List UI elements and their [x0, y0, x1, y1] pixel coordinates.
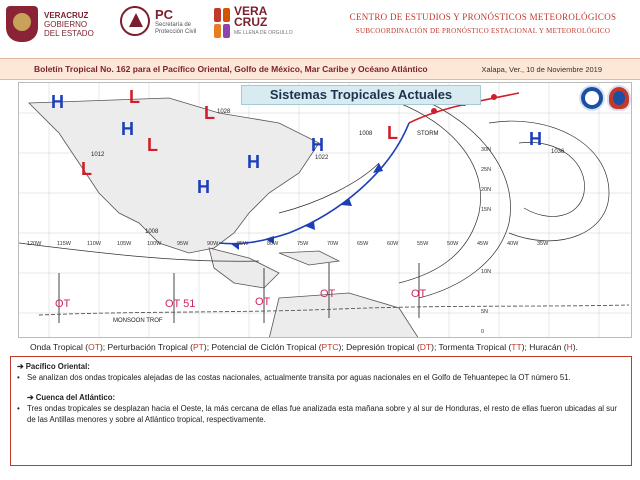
system-legend: Onda Tropical (OT); Perturbación Tropical (PT); Potencial de Ciclón Tropical (PTC); Depresión tropical (DT); Tormenta Tropical (TT); Huracán (H). — [30, 342, 578, 352]
discussion-box — [10, 356, 632, 466]
high-pressure-marker: H — [529, 129, 542, 149]
pressure-value: 1028 — [217, 109, 231, 115]
pc-line2: Protección Civil — [155, 28, 197, 35]
atlantic-heading: ➔ Cuenca del Atlántico: — [27, 393, 116, 402]
longitude-label: 75W — [297, 241, 309, 247]
legend-ot: OT — [88, 342, 100, 352]
veracruz-brand-logo — [214, 6, 293, 39]
longitude-label: 70W — [327, 241, 339, 247]
high-pressure-marker: H — [197, 177, 210, 197]
gov-line2: GOBIERNO — [44, 19, 88, 29]
longitude-label: 115W — [57, 241, 71, 247]
pc-line1: Secretaría de — [155, 21, 192, 28]
latitude-label: 25N — [481, 167, 492, 173]
longitude-label: 85W — [237, 241, 249, 247]
bullet-icon: • — [17, 373, 20, 382]
legend-ptc: PTC — [321, 342, 339, 352]
south-america-land — [269, 293, 419, 338]
longitude-label: 55W — [417, 241, 429, 247]
longitude-label: 35W — [537, 241, 549, 247]
bullet-icon: • — [17, 404, 20, 413]
map-graphic — [19, 83, 632, 338]
page-header — [0, 0, 640, 52]
longitude-label: 95W — [177, 241, 189, 247]
bulletin-bar — [0, 58, 640, 80]
low-pressure-marker: L — [129, 87, 140, 107]
atlantic-text: Tres ondas tropicales se desplazan hacia el Oeste, la más cercana de ellas fue analizada esta mañana sobre y al sur de Honduras, el resto de ellas fueron ubicadas al sur de las Antillas menores y sobre al Atlántico tropical, respectivamente. — [27, 404, 618, 424]
noaa-logo-icon — [579, 85, 605, 111]
pressure-value: 1036 — [551, 149, 565, 155]
high-pressure-marker: H — [51, 92, 64, 112]
legend-tt: TT — [511, 342, 522, 352]
longitude-label: 60W — [387, 241, 399, 247]
bulletin-title: Boletín Tropical No. 162 para el Pacífico Oriental, Golfo de México, Mar Caribe y Océano Atlántico — [34, 64, 428, 74]
tropical-wave-label: OT 51 — [165, 298, 196, 310]
high-pressure-marker: H — [247, 152, 260, 172]
brand-line2: CRUZ — [234, 15, 268, 29]
longitude-label: 50W — [447, 241, 459, 247]
longitude-label: 100W — [147, 241, 162, 247]
pacific-text: Se analizan dos ondas tropicales alejadas de las costas nacionales, actualmente transita por aguas nacionales en el Golfo de Tehuantepec la OT número 51. — [27, 373, 571, 382]
tropical-wave-label: OT — [320, 288, 336, 300]
low-pressure-marker: L — [387, 123, 398, 143]
low-pressure-marker: L — [147, 135, 158, 155]
nws-logo-icon — [607, 85, 631, 111]
longitude-label: 120W — [27, 241, 42, 247]
longitude-label: 90W — [207, 241, 219, 247]
latitude-label: 30N — [481, 147, 492, 153]
latitude-label: 5N — [481, 309, 489, 315]
bulletin-date: Xalapa, Ver., 10 de Noviembre 2019 — [481, 65, 602, 74]
gov-line1: VERACRUZ — [44, 10, 89, 20]
low-pressure-marker: L — [81, 159, 92, 179]
pressure-value: 1008 — [145, 229, 159, 235]
latitude-label: 20N — [481, 187, 492, 193]
cuba-land — [279, 251, 339, 265]
tropical-wave-label: OT — [55, 298, 71, 310]
pressure-value: 1012 — [91, 152, 105, 158]
pc-title: PC — [155, 6, 174, 22]
longitude-label: 80W — [267, 241, 279, 247]
tropical-wave-label: OT — [411, 288, 427, 300]
civil-protection-icon — [120, 6, 150, 36]
storm-label: STORM — [417, 131, 439, 137]
pressure-value: 1008 — [359, 131, 373, 137]
longitude-label: 65W — [357, 241, 369, 247]
legend-dt: DT — [419, 342, 432, 352]
monsoon-trough-label: MONSOON TROF — [113, 318, 163, 324]
latitude-label: 15N — [481, 207, 492, 213]
pacific-heading: ➔ Pacífico Oriental: — [17, 362, 90, 371]
latitude-label: 0 — [481, 329, 485, 335]
longitude-label: 105W — [117, 241, 132, 247]
north-america-land — [29, 98, 319, 253]
pacific-bullet — [17, 372, 625, 383]
high-pressure-marker: H — [121, 119, 134, 139]
brand-tagline: ME LLENA DE ORGULLO — [234, 30, 293, 36]
center-title-line1: CENTRO DE ESTUDIOS Y PRONÓSTICOS METEOROLÓGICOS — [349, 12, 617, 22]
isobar — [419, 98, 511, 298]
center-title — [338, 12, 628, 35]
proteccion-civil-logo — [120, 6, 196, 36]
brand-mark-icon — [214, 8, 230, 38]
surface-analysis-map — [18, 82, 632, 338]
longitude-label: 40W — [507, 241, 519, 247]
gov-line3: DEL ESTADO — [44, 28, 94, 38]
center-title-line2: SUBCOORDINACIÓN DE PRONÓSTICO ESTACIONAL Y METEOROLÓGICO — [355, 27, 611, 35]
tropical-wave-label: OT — [255, 296, 271, 308]
longitude-label: 110W — [87, 241, 101, 247]
high-pressure-marker: H — [311, 135, 324, 155]
latitude-label: 10N — [481, 269, 492, 275]
longitude-label: 45W — [477, 241, 489, 247]
legend-h: H — [566, 342, 573, 352]
veracruz-government-logo — [6, 6, 94, 42]
longitude-labels — [27, 241, 549, 247]
atlantic-bullet — [17, 403, 625, 425]
low-pressure-marker: L — [204, 103, 215, 123]
map-title: Sistemas Tropicales Actuales — [241, 85, 481, 105]
state-seal-icon — [6, 6, 38, 42]
brand-line1: VERA — [234, 4, 268, 18]
pressure-value: 1022 — [315, 155, 329, 161]
central-america-land — [209, 248, 279, 288]
legend-pt: PT — [193, 342, 204, 352]
